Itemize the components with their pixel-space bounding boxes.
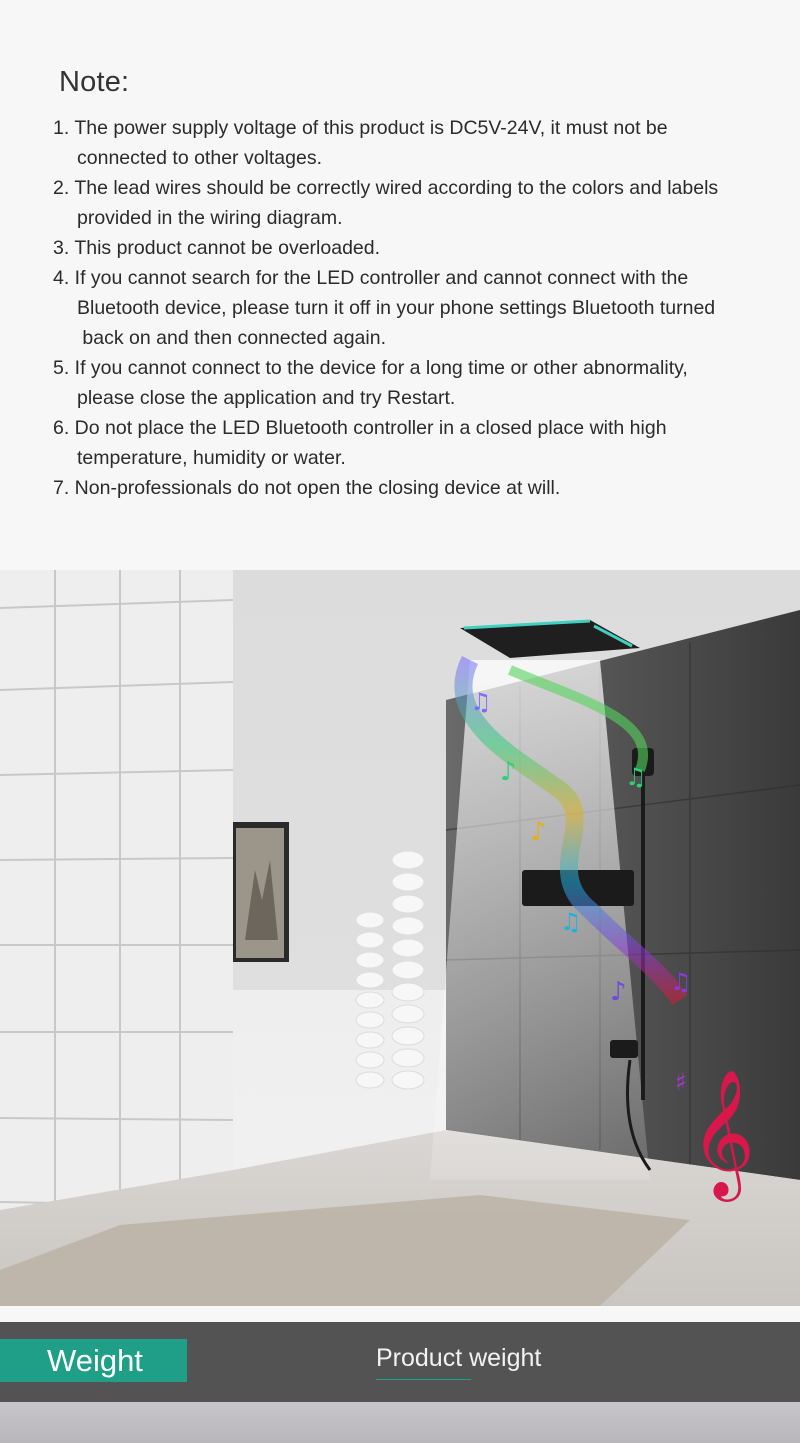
note-line: connected to other voltages. [77,147,322,169]
svg-text:♫: ♫ [625,763,647,791]
note-item [53,413,773,473]
note-line: please close the application and try Restart. [77,387,456,409]
note-line: 2. The lead wires should be correctly wired according to the colors and labels [53,177,719,199]
product-weight-title: Product weight [376,1344,542,1372]
note-line: 7. Non-professionals do not open the closing device at will. [53,477,561,499]
note-line: 1. The power supply voltage of this product is DC5V-24V, it must not be [53,117,668,139]
notes-section [0,0,800,570]
note-line: 5. If you cannot connect to the device for a long time or other abnormality, [53,357,688,379]
weight-tag: Weight [0,1339,187,1382]
title-underline [376,1379,471,1380]
note-item [53,173,773,233]
svg-text:♫: ♫ [670,968,692,996]
note-line: back on and then connected again. [77,327,386,349]
note-line: 6. Do not place the LED Bluetooth controller in a closed place with high [53,417,667,439]
svg-text:♪: ♪ [610,977,627,1007]
note-line: temperature, humidity or water. [77,447,346,469]
note-item [53,353,773,413]
shower-scene-illustration [0,570,800,1306]
bathroom-shower-photo [0,570,800,1306]
note-list [53,113,773,503]
note-line: 3. This product cannot be overloaded. [53,237,381,259]
weight-section-header [0,1322,800,1402]
svg-text:♪: ♪ [530,817,547,847]
note-line: 4. If you cannot search for the LED controller and cannot connect with the [53,267,689,289]
next-image-strip [0,1402,800,1443]
note-item [53,113,773,173]
note-item [53,263,773,353]
wall-painting-shape [233,822,289,962]
note-item [53,473,773,503]
note-item [53,233,773,263]
note-line: Bluetooth device, please turn it off in your phone settings Bluetooth turned [77,297,716,319]
svg-text:♯: ♯ [675,1068,687,1096]
svg-text:♫: ♫ [560,908,582,936]
svg-text:♪: ♪ [500,757,517,787]
note-title: Note: [59,66,130,98]
note-line: provided in the wiring diagram. [77,207,343,229]
svg-text:♫: ♫ [470,688,492,716]
svg-text:𝄞: 𝄞 [690,1068,756,1196]
